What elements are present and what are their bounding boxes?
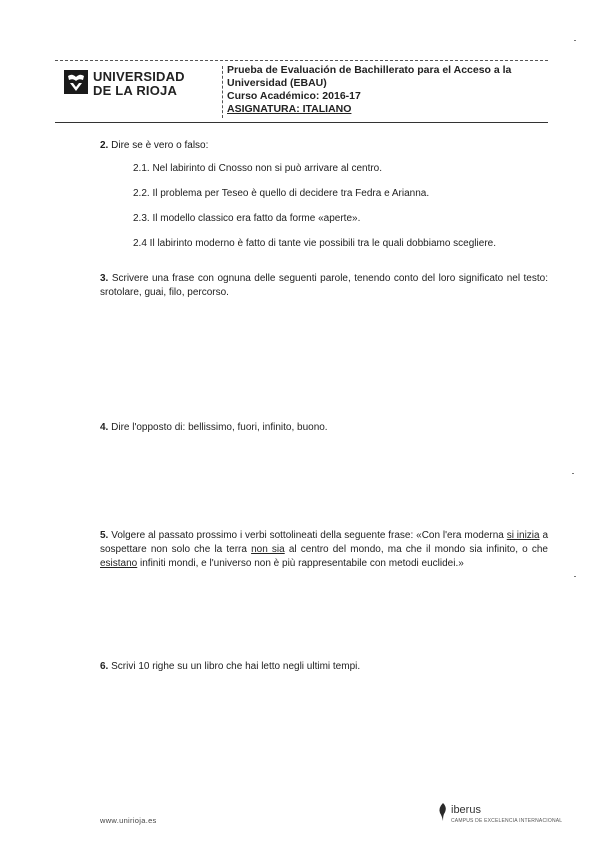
footer-url: www.unirioja.es [100, 816, 157, 825]
question-4-number: 4. [100, 422, 109, 433]
question-6 [100, 660, 548, 674]
partner-subtitle: CAMPUS DE EXCELENCIA INTERNACIONAL [451, 818, 563, 824]
question-2-item: 2.1. Nel labirinto di Cnosso non si può arrivare al centro. [133, 163, 383, 174]
exam-header [55, 60, 548, 123]
question-3 [100, 272, 548, 300]
question-4-text: Dire l'opposto di: bellissimo, fuori, infinito, buono. [111, 422, 328, 433]
question-2-item: 2.3. Il modello classico era fatto da forme «aperte». [133, 213, 361, 224]
scan-speck [574, 40, 576, 41]
university-name-line1: UNIVERSIDAD [93, 69, 185, 84]
exam-title-line1: Prueba de Evaluación de Bachillerato para el Acceso a la [227, 64, 512, 76]
university-name [93, 70, 185, 98]
question-6-text: Scrivi 10 righe su un libro che hai letto negli ultimi tempi. [111, 661, 361, 672]
question-3-number: 3. [100, 273, 109, 284]
question-5 [100, 529, 548, 571]
partner-name: iberus [451, 804, 481, 816]
exam-info [227, 64, 511, 116]
question-2-item: 2.4 Il labirinto moderno è fatto di tante vie possibili tra le quali dobbiamo scegliere. [133, 238, 496, 249]
underlined-verb: esistano [100, 558, 138, 569]
question-2-number: 2. [100, 140, 109, 151]
university-name-line2: DE LA RIOJA [93, 83, 178, 98]
question-5-number: 5. [100, 530, 109, 541]
university-logo-icon [64, 70, 88, 94]
question-5-text-part3: al centro del mondo, ma che il mondo sia infinito, o che [284, 544, 548, 555]
underlined-verb: si inizia [506, 530, 540, 541]
question-4 [100, 421, 548, 435]
header-bottom-rule [55, 122, 548, 123]
header-top-rule [55, 60, 548, 61]
exam-title-line2: Universidad (EBAU) [227, 77, 327, 89]
course-year: Curso Académico: 2016-17 [227, 90, 361, 102]
question-2-prompt: Dire se è vero o falso: [111, 140, 209, 151]
question-3-text: Scrivere una frase con ognuna delle seguenti parole, tenendo conto del loro significato nel testo: srotolare, guai, filo, percorso. [100, 273, 548, 298]
question-5-text-part1: Volgere al passato prossimo i verbi sottolineati della seguente frase: «Con l'era moderna [111, 530, 507, 541]
question-5-text-part2: a sospettare non solo che la terra [100, 530, 549, 555]
question-2 [100, 140, 208, 151]
scan-speck [572, 473, 574, 474]
subject-label: ASIGNATURA: ITALIANO [227, 103, 352, 115]
header-separator [222, 66, 223, 118]
leaf-icon [437, 802, 449, 822]
iberus-logo [437, 800, 563, 830]
question-6-number: 6. [100, 661, 109, 672]
scan-speck [574, 576, 576, 577]
underlined-verb: non sia [251, 544, 285, 555]
question-2-item: 2.2. Il problema per Teseo è quello di decidere tra Fedra e Arianna. [133, 188, 430, 199]
question-5-text-part4: infiniti mondi, e l'universo non è più rappresentabile con metodi euclidei.» [137, 558, 464, 569]
